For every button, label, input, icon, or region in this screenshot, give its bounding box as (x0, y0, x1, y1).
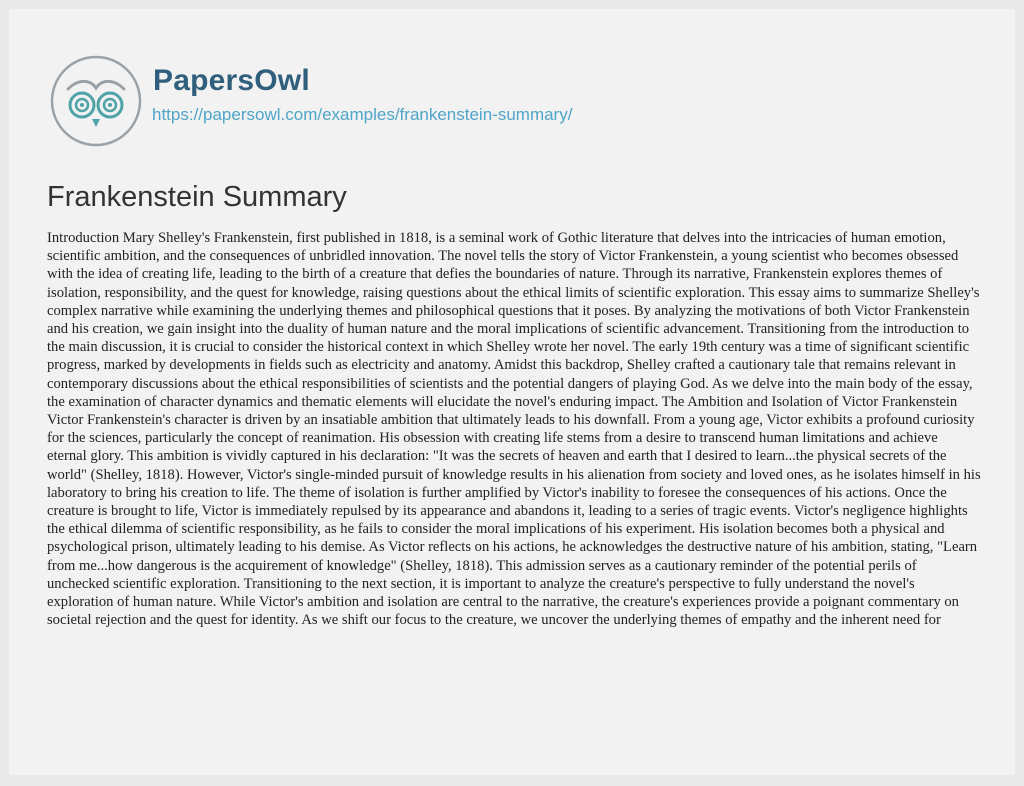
site-header (9, 9, 1015, 159)
essay-body: Introduction Mary Shelley's Frankenstein, first published in 1818, is a seminal work of Gothic literature that delves into the intricacies of human emotion, scientific ambition, and the consequences of unbridled innovation. The novel tells the story of Victor Frankenstein, a young scientist who becomes obsessed with the idea of creating life, leading to the birth of a creature that defies the boundaries of nature. Through its narrative, Frankenstein explores themes of isolation, responsibility, and the quest for knowledge, raising questions about the ethical limits of scientific exploration. This essay aims to summarize Shelley's complex narrative while examining the underlying themes and philosophical questions that it poses. By analyzing the motivations of both Victor Frankenstein and his creation, we gain insight into the duality of human nature and the moral implications of scientific advancement. Transitioning from the introduction to the main discussion, it is crucial to consider the historical context in which Shelley wrote her novel. The early 19th century was a time of significant scientific progress, marked by developments in fields such as electricity and anatomy. Amidst this backdrop, Shelley crafted a cautionary tale that remains relevant in contemporary discussions about the ethical responsibilities of scientists and the potential dangers of playing God. As we delve into the main body of the essay, the examination of character dynamics and thematic elements will elucidate the novel's enduring impact. The Ambition and Isolation of Victor Frankenstein Victor Frankenstein's character is driven by an insatiable ambition that ultimately leads to his downfall. From a young age, Victor exhibits a profound curiosity for the sciences, particularly the concept of reanimation. His obsession with creating life stems from a desire to transcend human limitations and achieve eternal glory. This ambition is vividly captured in his declaration: "It was the secrets of heaven and earth that I desired to learn...the physical secrets of the world" (Shelley, 1818). However, Victor's single-minded pursuit of knowledge results in his alienation from society and loved ones, as he isolates himself in his laboratory to bring his creation to life. The theme of isolation is further amplified by Victor's inability to foresee the consequences of his actions. Once the creature is brought to life, Victor is immediately repulsed by its appearance and abandons it, leading to a series of tragic events. Victor's negligence highlights the ethical dilemma of scientific responsibility, as he fails to consider the moral implications of his experiment. His isolation becomes both a physical and psychological prison, ultimately leading to his demise. As Victor reflects on his actions, he acknowledges the destructive nature of his ambition, stating, "Learn from me...how dangerous is the acquirement of knowledge" (Shelley, 1818). This admission serves as a cautionary reminder of the potential perils of unchecked scientific exploration. Transitioning to the next section, it is important to analyze the creature's perspective to fully understand the novel's exploration of human nature. While Victor's ambition and isolation are central to the narrative, the creature's experiences provide a poignant commentary on societal rejection and the quest for identity. As we shift our focus to the creature, we uncover the underlying themes of empathy and the inherent need for (47, 230, 981, 629)
owl-face-icon (50, 55, 142, 147)
brand-name[interactable]: PapersOwl (153, 64, 310, 97)
document-page (9, 9, 1015, 775)
page-title: Frankenstein Summary (47, 181, 347, 213)
source-url-link[interactable]: https://papersowl.com/examples/frankenstein-summary/ (152, 105, 573, 124)
